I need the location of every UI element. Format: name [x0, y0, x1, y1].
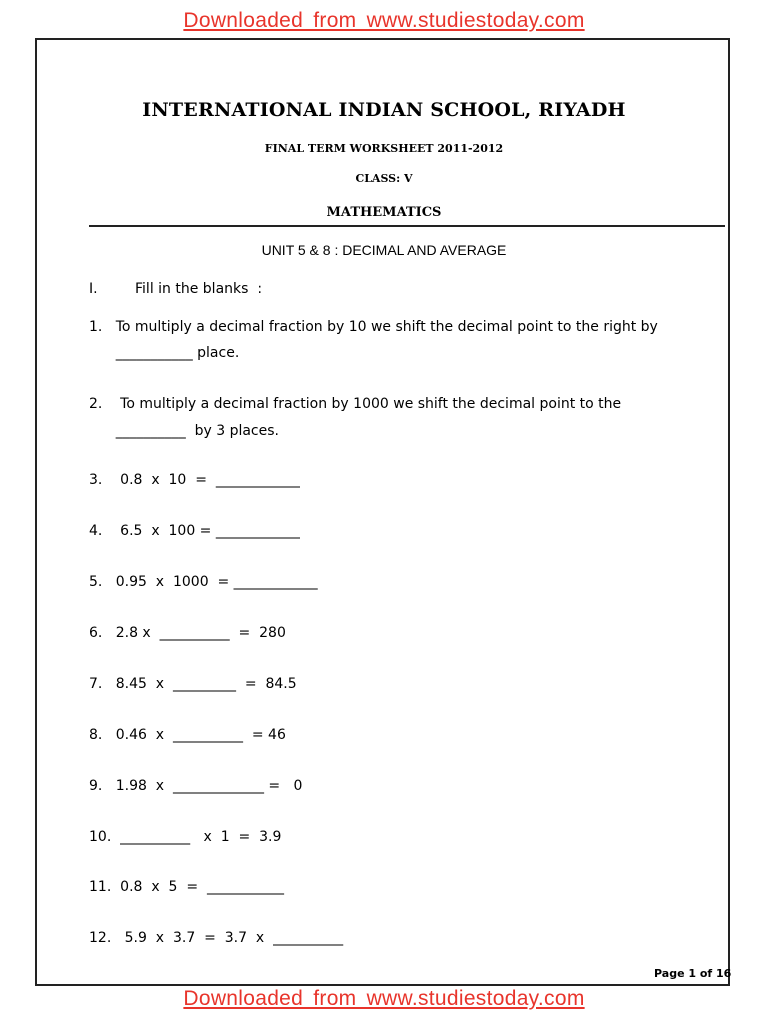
worksheet-term: FINAL TERM WORKSHEET 2011-2012 — [264, 142, 504, 155]
question-6: 6. 2.8 x __________ = 280 — [89, 625, 286, 641]
question-11: 11. 0.8 x 5 = ___________ — [89, 879, 284, 895]
subject-title: MATHEMATICS — [326, 205, 442, 220]
school-name: INTERNATIONAL INDIAN SCHOOL, RIYADH — [142, 99, 626, 121]
section-title: Fill in the blanks : — [135, 281, 263, 297]
question-4: 4. 6.5 x 100 = ____________ — [89, 523, 300, 539]
page-number: Page 1 of 16 — [654, 967, 732, 980]
class-label: CLASS: V — [355, 172, 413, 185]
question-8: 8. 0.46 x __________ = 46 — [89, 727, 286, 743]
watermark-bottom[interactable]: Downloaded from www.studiestoday.com — [183, 987, 585, 1010]
question-12: 12. 5.9 x 3.7 = 3.7 x __________ — [89, 930, 344, 946]
question-9: 9. 1.98 x _____________ = 0 — [89, 778, 303, 794]
unit-title: UNIT 5 & 8 : DECIMAL AND AVERAGE — [261, 242, 507, 258]
question-3: 3. 0.8 x 10 = ____________ — [89, 472, 300, 488]
question-2: 2. To multiply a decimal fraction by 1000 we shift the decimal point to the — [89, 396, 622, 412]
question-10: 10. __________ x 1 = 3.9 — [89, 829, 282, 845]
header-divider — [89, 225, 725, 227]
question-2-continued: __________ by 3 places. — [89, 423, 279, 439]
section-number: I. — [89, 281, 98, 297]
question-7: 7. 8.45 x _________ = 84.5 — [89, 676, 297, 692]
question-1-continued: ___________ place. — [89, 345, 240, 361]
question-5: 5. 0.95 x 1000 = ____________ — [89, 574, 318, 590]
watermark-top[interactable]: Downloaded from www.studiestoday.com — [183, 9, 585, 32]
question-1: 1. To multiply a decimal fraction by 10 we shift the decimal point to the right by — [89, 319, 658, 335]
